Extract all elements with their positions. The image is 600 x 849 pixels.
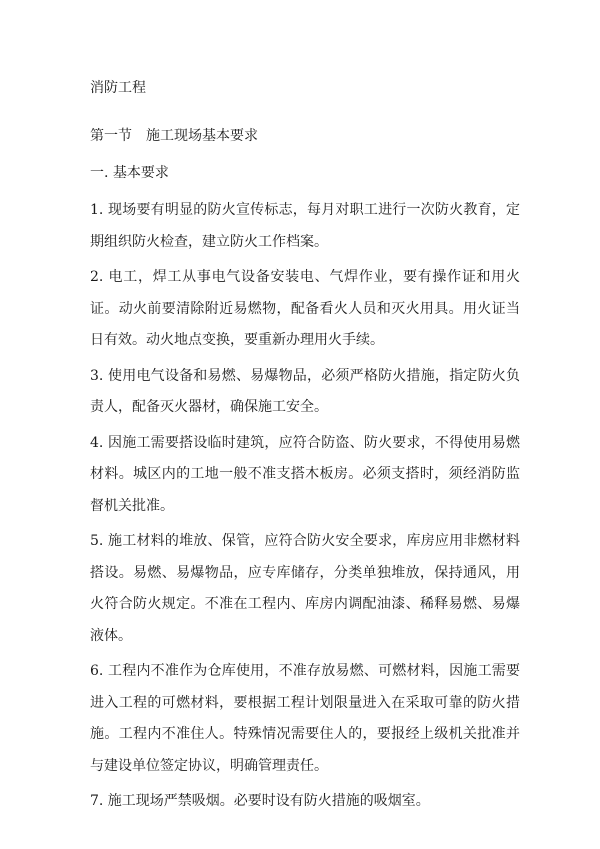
requirement-item-5: 5. 施工材料的堆放、保管，应符合防火安全要求，库房应用非燃材料搭设。易燃、易爆物品，应专库储存，分类单独堆放，保持通风，用火符合防火规定。不准在工程内、库房内调配油漆、稀释易燃、易爆液体。: [90, 533, 520, 644]
requirement-item-7: 7. 施工现场严禁吸烟。必要时设有防火措施的吸烟室。: [90, 793, 430, 809]
section-title: 第一节 施工现场基本要求: [90, 128, 258, 144]
requirement-item-3: 3. 使用电气设备和易燃、易爆物品，必须严格防火措施，指定防火负责人，配备灭火器材，确保施工安全。: [90, 367, 520, 415]
subsection-title: 一. 基本要求: [90, 165, 169, 181]
requirements-list: [90, 195, 520, 822]
document-title: 消防工程: [90, 80, 146, 96]
requirement-item-2: 2. 电工，焊工从事电气设备安装电、气焊作业，要有操作证和用火证。动火前要清除附近易燃物，配备看火人员和灭火用具。用火证当日有效。动火地点变换，要重新办理用火手续。: [90, 269, 520, 348]
requirement-item-4: 4. 因施工需要搭设临时建筑，应符合防盗、防火要求，不得使用易燃材料。城区内的工地一般不准支搭木板房。必须支搭时，须经消防监督机关批准。: [90, 434, 520, 514]
requirement-item-1: 1. 现场要有明显的防火宣传标志，每月对职工进行一次防火教育，定期组织防火检查，建立防火工作档案。: [90, 202, 520, 250]
requirement-item-6: 6. 工程内不准作为仓库使用，不准存放易燃、可燃材料，因施工需要进入工程的可燃材料，要根据工程计划限量进入在采取可靠的防火措施。工程内不准住人。特殊情况需要住人的，要报经上级机关批准并与建设单位签定协议，明确管理责任。: [90, 663, 520, 774]
